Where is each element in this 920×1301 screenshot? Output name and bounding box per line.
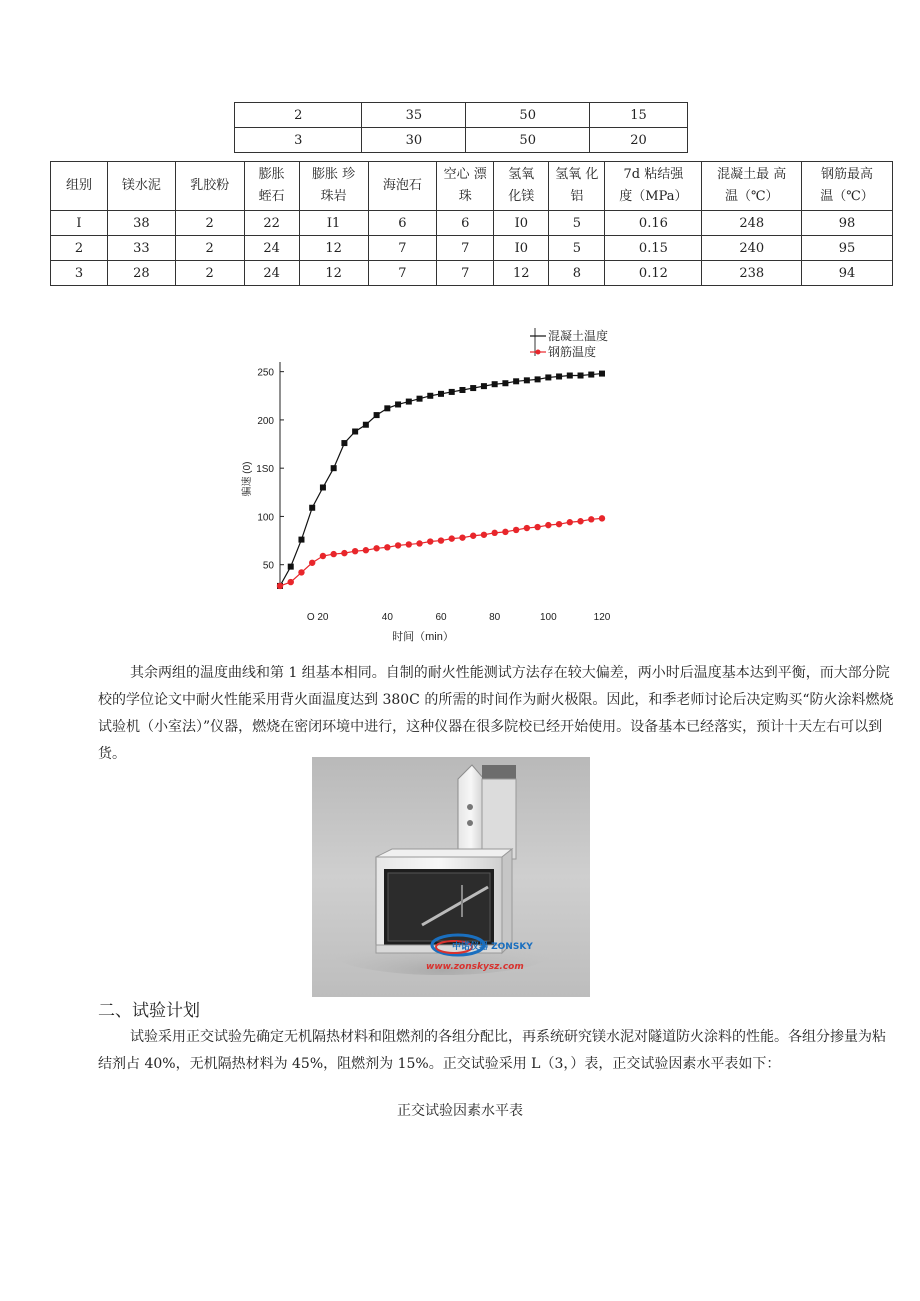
apparatus-photo <box>312 757 590 997</box>
data-point <box>588 372 594 378</box>
y-tick-label: 100 <box>257 512 274 524</box>
table-cell-text: I1 <box>326 215 341 231</box>
column-header-text: 膨胀 蛭石 <box>258 167 285 204</box>
data-point <box>545 374 551 380</box>
table-cell-text: I0 <box>514 215 528 231</box>
column-header <box>437 162 494 211</box>
top-table-cell <box>466 103 590 128</box>
data-point <box>567 373 573 379</box>
data-point <box>352 548 358 554</box>
data-point <box>545 522 551 528</box>
table-cell <box>299 236 368 261</box>
data-point <box>341 550 347 556</box>
chart-series <box>277 371 605 590</box>
data-point <box>288 579 294 585</box>
chart-legend <box>530 328 608 359</box>
data-point <box>556 373 562 379</box>
data-point <box>427 538 433 544</box>
data-point <box>534 524 540 530</box>
table-cell <box>437 261 494 286</box>
table-cell-text: 33 <box>133 240 150 256</box>
top-table-cell <box>466 128 590 153</box>
data-point <box>416 540 422 546</box>
column-header-text: 空心 漂 珠 <box>443 167 487 204</box>
paragraph-1: 其余两组的温度曲线和第 1 组基本相同。自制的耐火性能测试方法存在较大偏差，两小时后温度基本达到平衡，而大部分院校的学位论文中耐火性能采用背火面温度达到 380C 的所需的时间作为耐火极限。因此，和季老师讨论后决定购买“防火涂料燃烧试验机（小室法）”仪器，燃烧在密闭环境中进行，这种仪器在很多院校已经开始使用。设备基本已经落实，预计十天左右可以到货。 <box>98 665 894 762</box>
top-table-cell <box>235 128 362 153</box>
top-table-cell-text: 50 <box>519 132 536 148</box>
data-point <box>492 381 498 387</box>
table-cell-text: 3 <box>74 265 84 281</box>
column-header <box>802 162 893 211</box>
table-cell-text: 28 <box>133 265 150 281</box>
y-tick-label: 200 <box>257 415 274 427</box>
data-point <box>588 516 594 522</box>
top-table-cell-text: 35 <box>405 107 423 123</box>
data-point <box>502 380 508 386</box>
table-cell <box>51 261 108 286</box>
column-header-text: 氢氧 化镁 <box>508 167 535 204</box>
top-table-cell <box>362 128 466 153</box>
x-axis-label: 时间（min） <box>392 631 454 643</box>
table-cell-text: 8 <box>572 265 581 281</box>
data-point <box>481 383 487 389</box>
table-cell-text: 0.15 <box>638 240 668 256</box>
column-header <box>51 162 108 211</box>
data-point <box>373 545 379 551</box>
data-point <box>309 560 315 566</box>
top-table-row <box>235 103 688 128</box>
table-cell-text: 98 <box>838 215 856 231</box>
table-cell <box>549 261 605 286</box>
table-cell <box>244 211 299 236</box>
data-point <box>449 535 455 541</box>
top-table-cell <box>235 103 362 128</box>
x-tick-label: 100 <box>539 612 557 623</box>
data-point <box>481 532 487 538</box>
table-cell <box>244 261 299 286</box>
data-point <box>395 542 401 548</box>
data-point <box>363 547 369 553</box>
table-cell <box>299 261 368 286</box>
data-point <box>288 564 294 570</box>
table-row <box>51 261 893 286</box>
table-cell <box>802 236 893 261</box>
data-point <box>449 389 455 395</box>
table-cell-text: 12 <box>325 240 342 256</box>
column-header-text: 镁水泥 <box>121 178 161 193</box>
table-cell-text: 240 <box>739 240 765 256</box>
data-point <box>459 387 465 393</box>
table-cell <box>605 211 702 236</box>
data-point <box>277 583 283 589</box>
data-point <box>491 530 497 536</box>
data-point <box>363 422 369 428</box>
table-cell <box>702 236 802 261</box>
table-cell-text: 38 <box>133 215 150 231</box>
column-header <box>108 162 176 211</box>
table-cell <box>494 261 549 286</box>
y-axis-label: 骗速 (0) <box>242 461 253 497</box>
table-cell-text: 248 <box>739 215 765 231</box>
top-table-cell-text: 2 <box>294 107 303 123</box>
data-point <box>384 405 390 411</box>
table-cell <box>108 261 176 286</box>
legend-swatch-marker <box>536 350 541 355</box>
table-cell-text: I <box>76 215 82 231</box>
table-cell-text: 238 <box>739 265 765 281</box>
series-line <box>280 518 602 586</box>
chart-axes <box>280 362 284 584</box>
table-cell <box>605 236 702 261</box>
series-line <box>280 374 602 586</box>
table-row <box>51 211 893 236</box>
table-cell-text: 94 <box>838 265 856 281</box>
table-cell <box>368 236 437 261</box>
column-header <box>175 162 244 211</box>
data-point <box>599 371 605 377</box>
table-cell <box>175 211 244 236</box>
data-point <box>556 521 562 527</box>
table-cell <box>702 261 802 286</box>
table-cell-text: 6 <box>461 215 470 231</box>
x-tick-label: O 20 <box>306 612 329 623</box>
table-cell-text: 5 <box>572 215 581 231</box>
table-cell <box>108 211 176 236</box>
table-caption: 正交试验因素水平表 <box>397 1103 523 1119</box>
data-point <box>309 505 315 511</box>
x-tick-label: 40 <box>381 612 393 623</box>
data-point <box>567 519 573 525</box>
table-cell-text: 22 <box>263 215 280 231</box>
photo-watermark-brand: 中诺仪器 ZONSKY <box>452 942 533 952</box>
table-cell <box>437 211 494 236</box>
x-tick-label: 120 <box>593 612 611 623</box>
table-cell <box>549 236 605 261</box>
data-point <box>524 377 530 383</box>
top-table-cell <box>590 128 688 153</box>
y-tick-label: 1S0 <box>256 464 274 476</box>
top-table-cell-text: 15 <box>630 107 647 123</box>
column-header-text: 钢筋最高 温（℃） <box>820 167 874 204</box>
data-point <box>577 518 583 524</box>
data-point <box>331 465 337 471</box>
column-header <box>549 162 605 211</box>
table-cell <box>299 211 368 236</box>
table-cell-text: 7 <box>461 240 470 256</box>
data-point <box>298 569 304 575</box>
column-header-text: 混凝土最 高 温（℃） <box>717 167 787 204</box>
column-header-text: 乳胶粉 <box>190 178 230 193</box>
table-cell-text: 2 <box>74 240 84 256</box>
table-cell-text: I0 <box>514 240 528 256</box>
table-cell-text: 12 <box>325 265 342 281</box>
data-point <box>320 553 326 559</box>
top-table-cell <box>590 103 688 128</box>
table-row <box>51 236 893 261</box>
x-tick-label: 60 <box>435 612 447 623</box>
table-cell <box>175 261 244 286</box>
column-header <box>299 162 368 211</box>
data-point <box>298 537 304 543</box>
y-tick-label: 250 <box>257 367 274 379</box>
column-header <box>368 162 437 211</box>
legend-entry: 混凝土温度 <box>548 329 609 343</box>
section-heading: 二、试验计划 <box>98 1001 200 1021</box>
data-point <box>427 393 433 399</box>
table-cell-text: 12 <box>513 265 530 281</box>
data-point <box>513 378 519 384</box>
top-table-cell-text: 3 <box>294 132 303 148</box>
table-cell <box>549 211 605 236</box>
top-table-cell-text: 50 <box>519 107 536 123</box>
column-header <box>244 162 299 211</box>
apparatus-illustration <box>312 757 590 997</box>
table-cell-text: 6 <box>398 215 407 231</box>
data-point <box>341 440 347 446</box>
top-table <box>234 102 688 153</box>
column-header-text: 海泡石 <box>382 178 422 193</box>
top-table-cell-text: 30 <box>405 132 423 148</box>
data-point <box>438 391 444 397</box>
table-cell <box>494 211 549 236</box>
table-cell-text: 7 <box>398 265 407 281</box>
data-point <box>320 484 326 490</box>
data-point <box>330 551 336 557</box>
table-cell <box>605 261 702 286</box>
table-cell <box>51 236 108 261</box>
table-cell-text: 0.12 <box>638 265 668 281</box>
table-cell <box>108 236 176 261</box>
data-point <box>459 534 465 540</box>
column-header-text: 氢氧 化 铝 <box>555 167 599 204</box>
table-cell-text: 2 <box>205 240 214 256</box>
table-cell <box>175 236 244 261</box>
legend-entry: 钢筋温度 <box>548 345 597 359</box>
data-point <box>535 376 541 382</box>
data-point <box>406 541 412 547</box>
data-point <box>470 533 476 539</box>
data-point <box>417 396 423 402</box>
chart-labels <box>240 368 611 643</box>
table-cell-text: 0.16 <box>638 215 668 231</box>
column-header-text: 膨胀 珍 珠岩 <box>312 167 356 204</box>
data-point <box>513 527 519 533</box>
table-cell-text: 5 <box>572 240 581 256</box>
paragraph-2: 试验采用正交试验先确定无机隔热材料和阻燃剂的各组分配比，再系统研究镁水泥对隧道防火涂料的性能。各组分掺量为粘结剂占 40%，无机隔热材料为 45%，阻燃剂为 15%。正交试验采用 L（3，）表，正交试验因素水平表如下： <box>98 1029 886 1072</box>
data-point <box>470 385 476 391</box>
top-table-cell-text: 20 <box>630 132 647 148</box>
table-cell <box>802 211 893 236</box>
data-point <box>599 515 605 521</box>
table-cell <box>702 211 802 236</box>
top-table-cell <box>362 103 466 128</box>
table-cell <box>368 261 437 286</box>
table-cell <box>494 236 549 261</box>
top-table-row <box>235 128 688 153</box>
table-cell-text: 24 <box>263 265 280 281</box>
data-point <box>395 401 401 407</box>
temperature-chart <box>230 322 650 652</box>
data-point <box>524 525 530 531</box>
table-cell-text: 2 <box>205 265 214 281</box>
data-point <box>374 412 380 418</box>
column-header <box>605 162 702 211</box>
table-cell <box>802 261 893 286</box>
data-point <box>406 399 412 405</box>
table-cell-text: 7 <box>398 240 407 256</box>
table-cell-text: 2 <box>205 215 214 231</box>
table-cell-text: 24 <box>263 240 280 256</box>
composition-table <box>50 161 893 286</box>
data-point <box>438 537 444 543</box>
data-point <box>502 529 508 535</box>
table-cell-text: 95 <box>838 240 856 256</box>
table-cell <box>51 211 108 236</box>
data-point <box>352 428 358 434</box>
y-tick-label: 50 <box>262 560 274 572</box>
table-header-row <box>51 162 893 211</box>
table-cell <box>244 236 299 261</box>
table-cell <box>368 211 437 236</box>
table-cell <box>437 236 494 261</box>
column-header <box>702 162 802 211</box>
column-header-text: 7d 粘结强 度（MPa） <box>619 167 688 204</box>
column-header <box>494 162 549 211</box>
data-point <box>578 373 584 379</box>
photo-watermark-url: www.zonskysz.com <box>426 962 524 972</box>
data-point <box>384 544 390 550</box>
column-header-text: 组别 <box>65 178 92 193</box>
table-cell-text: 7 <box>461 265 470 281</box>
x-tick-label: 80 <box>489 612 501 623</box>
